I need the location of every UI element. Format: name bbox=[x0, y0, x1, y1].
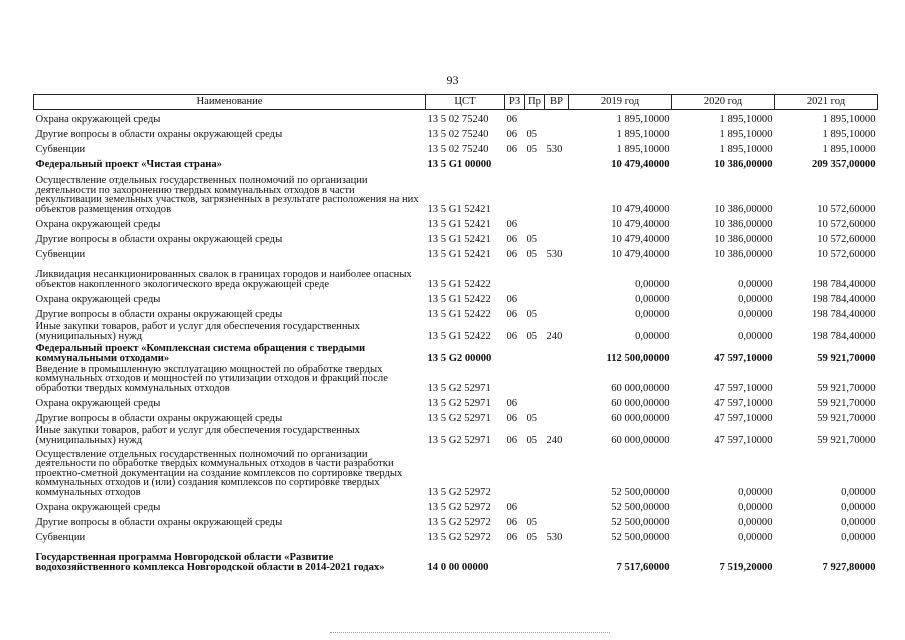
cell-2020: 47 597,10000 bbox=[714, 382, 773, 394]
cell-vr bbox=[545, 215, 569, 230]
cell-vr bbox=[545, 290, 569, 305]
cell-name: Охрана окружающей среды bbox=[35, 397, 161, 409]
cell-cst: 13 5 G2 52971 bbox=[427, 382, 491, 394]
cell-name: Введение в промышленную эксплуатацию мощностей по обработке твердых коммунальных отходов и мощностей по утилизации отходов и фракций после обработки твердых коммунальных отходов bbox=[35, 363, 388, 394]
cell-pr: 05 bbox=[526, 412, 538, 424]
cell-rz bbox=[505, 342, 525, 364]
cell-vr bbox=[545, 170, 569, 215]
cell-2019: 1 895,10000 bbox=[616, 128, 670, 140]
cell-pr: 05 bbox=[526, 143, 538, 155]
cell-pr bbox=[525, 215, 545, 230]
table-row bbox=[34, 290, 878, 305]
cell-cst: 13 5 G1 52421 bbox=[427, 203, 491, 215]
cell-vr: 240 bbox=[546, 330, 563, 342]
cell-name: Другие вопросы в области охраны окружающей среды bbox=[35, 233, 283, 245]
table-row bbox=[34, 424, 878, 446]
cell-vr: 530 bbox=[546, 143, 563, 155]
cell-2020: 0,00000 bbox=[738, 330, 773, 342]
cell-pr bbox=[525, 394, 545, 409]
cell-rz: 06 bbox=[506, 128, 518, 140]
table-row bbox=[34, 230, 878, 245]
cell-2019: 52 500,00000 bbox=[611, 501, 670, 513]
cell-rz: 06 bbox=[506, 330, 518, 342]
cell-pr: 05 bbox=[526, 434, 538, 446]
cell-2020: 10 386,00000 bbox=[714, 233, 773, 245]
header-2021: 2021 год bbox=[775, 95, 878, 110]
cell-rz bbox=[505, 364, 525, 394]
cell-cst: 14 0 00 00000 bbox=[427, 561, 489, 573]
cell-2020: 1 895,10000 bbox=[719, 113, 773, 125]
cell-cst: 13 5 G1 52422 bbox=[427, 293, 491, 305]
cell-2019: 7 517,60000 bbox=[616, 561, 670, 573]
cell-2020: 0,00000 bbox=[738, 308, 773, 320]
cell-rz: 06 bbox=[506, 293, 518, 305]
cell-vr bbox=[545, 364, 569, 394]
cell-name: Другие вопросы в области охраны окружающей среды bbox=[35, 308, 283, 320]
cell-rz bbox=[505, 170, 525, 215]
cell-name: Охрана окружающей среды bbox=[35, 501, 161, 513]
cell-cst: 13 5 G2 52971 bbox=[427, 434, 491, 446]
table-row bbox=[34, 528, 878, 543]
cell-2020: 10 386,00000 bbox=[714, 218, 773, 230]
cell-2019: 1 895,10000 bbox=[616, 143, 670, 155]
table-row bbox=[34, 543, 878, 573]
cell-2021: 0,00000 bbox=[841, 501, 876, 513]
table-row bbox=[34, 260, 878, 290]
cell-name: Иные закупки товаров, работ и услуг для обеспечения государственных (муниципальных) нужд bbox=[35, 321, 360, 342]
cell-2021: 59 921,70000 bbox=[817, 382, 876, 394]
cell-2020: 0,00000 bbox=[738, 531, 773, 543]
cell-2019: 0,00000 bbox=[635, 330, 670, 342]
cell-2020: 47 597,10000 bbox=[714, 434, 773, 446]
cell-2021: 10 572,60000 bbox=[817, 248, 876, 260]
header-2019: 2019 год bbox=[569, 95, 672, 110]
header-cst: ЦСТ bbox=[426, 95, 505, 110]
cell-vr: 530 bbox=[546, 248, 563, 260]
cell-cst: 13 5 02 75240 bbox=[427, 113, 489, 125]
cell-2020: 0,00000 bbox=[738, 293, 773, 305]
cell-2020: 0,00000 bbox=[738, 278, 773, 290]
cell-pr bbox=[525, 290, 545, 305]
cell-vr bbox=[545, 230, 569, 245]
cell-2021: 59 921,70000 bbox=[817, 412, 876, 424]
cell-2019: 10 479,40000 bbox=[611, 158, 670, 170]
cell-2021: 198 784,40000 bbox=[811, 308, 876, 320]
cell-vr bbox=[545, 125, 569, 140]
cell-name: Другие вопросы в области охраны окружающей среды bbox=[35, 128, 283, 140]
table-row bbox=[34, 155, 878, 170]
table-row bbox=[34, 125, 878, 140]
cell-rz: 06 bbox=[506, 143, 518, 155]
cell-2019: 52 500,00000 bbox=[611, 486, 670, 498]
budget-table bbox=[33, 94, 878, 573]
cell-2020: 10 386,00000 bbox=[714, 203, 773, 215]
cell-2021: 59 921,70000 bbox=[817, 352, 876, 364]
cell-rz: 06 bbox=[506, 248, 518, 260]
cell-2021: 10 572,60000 bbox=[817, 233, 876, 245]
cell-pr: 05 bbox=[526, 531, 538, 543]
cell-2021: 0,00000 bbox=[841, 531, 876, 543]
cell-vr: 530 bbox=[546, 531, 563, 543]
table-body bbox=[34, 110, 878, 573]
cell-cst: 13 5 G1 52421 bbox=[427, 248, 491, 260]
table-row bbox=[34, 305, 878, 320]
cell-rz bbox=[505, 260, 525, 290]
table-row bbox=[34, 320, 878, 342]
cell-rz bbox=[505, 155, 525, 170]
cell-2021: 1 895,10000 bbox=[822, 113, 876, 125]
cell-pr bbox=[525, 155, 545, 170]
cell-pr bbox=[525, 446, 545, 498]
cell-vr bbox=[545, 543, 569, 573]
cell-cst: 13 5 02 75240 bbox=[427, 128, 489, 140]
cell-2019: 10 479,40000 bbox=[611, 248, 670, 260]
cell-pr: 05 bbox=[526, 248, 538, 260]
cell-rz bbox=[505, 446, 525, 498]
cell-vr bbox=[545, 155, 569, 170]
cell-pr: 05 bbox=[526, 308, 538, 320]
table-header-row bbox=[34, 95, 878, 110]
cell-pr bbox=[525, 110, 545, 125]
cell-2021: 59 921,70000 bbox=[817, 397, 876, 409]
cell-2021: 0,00000 bbox=[841, 516, 876, 528]
table-row bbox=[34, 215, 878, 230]
cell-vr bbox=[545, 394, 569, 409]
cell-name: Охрана окружающей среды bbox=[35, 113, 161, 125]
cell-rz: 06 bbox=[506, 531, 518, 543]
cell-vr bbox=[545, 110, 569, 125]
cell-vr bbox=[545, 498, 569, 513]
cell-vr bbox=[545, 446, 569, 498]
cell-cst: 13 5 G2 52972 bbox=[427, 516, 491, 528]
cell-pr: 05 bbox=[526, 330, 538, 342]
cell-2021: 198 784,40000 bbox=[811, 293, 876, 305]
cell-2020: 47 597,10000 bbox=[714, 352, 773, 364]
cell-pr: 05 bbox=[526, 233, 538, 245]
cell-2021: 198 784,40000 bbox=[811, 330, 876, 342]
cell-cst: 13 5 G2 52971 bbox=[427, 412, 491, 424]
table-row bbox=[34, 140, 878, 155]
cell-2019: 52 500,00000 bbox=[611, 531, 670, 543]
cell-name: Субвенции bbox=[35, 143, 86, 155]
cell-name: Другие вопросы в области охраны окружающей среды bbox=[35, 516, 283, 528]
cell-name: Федеральный проект «Чистая страна» bbox=[35, 158, 222, 170]
cell-name: Осуществление отдельных государственных полномочий по организации деятельности по обработке твердых коммунальных отходов в части разработки проектно-сметной документации на создание комплексов по сортировке твердых коммунальных отходов и (или) создания комплексов по сортировке твердых коммунальных отходов bbox=[35, 448, 403, 498]
cell-rz: 06 bbox=[506, 516, 518, 528]
cell-pr bbox=[525, 342, 545, 364]
cell-2019: 112 500,00000 bbox=[606, 352, 670, 364]
header-name: Наименование bbox=[34, 95, 426, 110]
cell-2021: 1 895,10000 bbox=[822, 128, 876, 140]
header-pr: Пр bbox=[525, 95, 545, 110]
cell-2019: 0,00000 bbox=[635, 278, 670, 290]
cell-name: Осуществление отдельных государственных полномочий по организации деятельности по захоронению твердых коммунальных отходов в части рекультивации земельных участков, загрязненных в результате расположения на них объектов размещения отходов bbox=[35, 175, 419, 215]
cell-name: Ликвидация несанкционированных свалок в границах городов и наиболее опасных объектов накопленного экологического вреда окружающей среде bbox=[35, 269, 412, 290]
cell-pr bbox=[525, 170, 545, 215]
cell-2021: 209 357,00000 bbox=[811, 158, 876, 170]
cell-2021: 59 921,70000 bbox=[817, 434, 876, 446]
table-row bbox=[34, 513, 878, 528]
cell-cst: 13 5 G1 52422 bbox=[427, 278, 491, 290]
cell-cst: 13 5 G1 52421 bbox=[427, 233, 491, 245]
cell-vr bbox=[545, 260, 569, 290]
cell-cst: 13 5 G1 52421 bbox=[427, 218, 491, 230]
cell-2019: 52 500,00000 bbox=[611, 516, 670, 528]
cell-2019: 10 479,40000 bbox=[611, 203, 670, 215]
cell-2019: 0,00000 bbox=[635, 308, 670, 320]
cell-2019: 60 000,00000 bbox=[611, 397, 670, 409]
cell-cst: 13 5 G2 52972 bbox=[427, 486, 491, 498]
cell-vr bbox=[545, 513, 569, 528]
cell-2020: 47 597,10000 bbox=[714, 397, 773, 409]
table-row bbox=[34, 364, 878, 394]
cell-2019: 60 000,00000 bbox=[611, 382, 670, 394]
cell-2021: 198 784,40000 bbox=[811, 278, 876, 290]
cell-2021: 10 572,60000 bbox=[817, 203, 876, 215]
cell-rz bbox=[505, 543, 525, 573]
cell-2019: 60 000,00000 bbox=[611, 434, 670, 446]
cell-2021: 10 572,60000 bbox=[817, 218, 876, 230]
cell-pr bbox=[525, 498, 545, 513]
cell-name: Субвенции bbox=[35, 531, 86, 543]
cell-cst: 13 5 G2 52972 bbox=[427, 501, 491, 513]
cell-2019: 10 479,40000 bbox=[611, 218, 670, 230]
cell-2020: 0,00000 bbox=[738, 501, 773, 513]
cell-rz: 06 bbox=[506, 218, 518, 230]
cell-cst: 13 5 G2 52971 bbox=[427, 397, 491, 409]
cell-2020: 7 519,20000 bbox=[719, 561, 773, 573]
cell-2020: 10 386,00000 bbox=[714, 158, 773, 170]
cell-cst: 13 5 02 75240 bbox=[427, 143, 489, 155]
cell-2021: 0,00000 bbox=[841, 486, 876, 498]
cell-2019: 60 000,00000 bbox=[611, 412, 670, 424]
cell-2019: 10 479,40000 bbox=[611, 233, 670, 245]
page-bottom-fragment bbox=[330, 632, 610, 639]
cell-rz: 06 bbox=[506, 233, 518, 245]
cell-cst: 13 5 G2 52972 bbox=[427, 531, 491, 543]
cell-pr bbox=[525, 364, 545, 394]
cell-2020: 0,00000 bbox=[738, 516, 773, 528]
table-row bbox=[34, 342, 878, 364]
cell-2021: 1 895,10000 bbox=[822, 143, 876, 155]
cell-cst: 13 5 G1 00000 bbox=[427, 158, 492, 170]
cell-rz: 06 bbox=[506, 412, 518, 424]
cell-rz: 06 bbox=[506, 113, 518, 125]
cell-cst: 13 5 G1 52422 bbox=[427, 308, 491, 320]
table-row bbox=[34, 170, 878, 215]
cell-rz: 06 bbox=[506, 308, 518, 320]
cell-pr bbox=[525, 543, 545, 573]
cell-rz: 06 bbox=[506, 434, 518, 446]
cell-rz: 06 bbox=[506, 501, 518, 513]
cell-vr: 240 bbox=[546, 434, 563, 446]
cell-pr: 05 bbox=[526, 516, 538, 528]
cell-vr bbox=[545, 305, 569, 320]
cell-pr: 05 bbox=[526, 128, 538, 140]
cell-name: Государственная программа Новгородской области «Развитие водохозяйственного комплекса Новгородской области в 2014-2021 годах» bbox=[35, 552, 385, 573]
cell-name: Федеральный проект «Комплексная система обращения с твердыми коммунальными отходами» bbox=[35, 343, 366, 364]
table-row bbox=[34, 110, 878, 125]
header-2020: 2020 год bbox=[672, 95, 775, 110]
cell-2020: 47 597,10000 bbox=[714, 412, 773, 424]
cell-2020: 0,00000 bbox=[738, 486, 773, 498]
cell-pr bbox=[525, 260, 545, 290]
cell-name: Субвенции bbox=[35, 248, 86, 260]
cell-cst: 13 5 G1 52422 bbox=[427, 330, 491, 342]
page-number: 93 bbox=[446, 73, 459, 87]
cell-rz: 06 bbox=[506, 397, 518, 409]
cell-2019: 0,00000 bbox=[635, 293, 670, 305]
table-row bbox=[34, 245, 878, 260]
cell-vr bbox=[545, 409, 569, 424]
cell-vr bbox=[545, 342, 569, 364]
cell-cst: 13 5 G2 00000 bbox=[427, 352, 492, 364]
cell-name: Другие вопросы в области охраны окружающей среды bbox=[35, 412, 283, 424]
table-row bbox=[34, 446, 878, 498]
table-row bbox=[34, 498, 878, 513]
cell-2020: 1 895,10000 bbox=[719, 128, 773, 140]
cell-name: Охрана окружающей среды bbox=[35, 293, 161, 305]
table-row bbox=[34, 394, 878, 409]
table-row bbox=[34, 409, 878, 424]
header-vr: ВР bbox=[545, 95, 569, 110]
header-rz: РЗ bbox=[505, 95, 525, 110]
cell-name: Иные закупки товаров, работ и услуг для обеспечения государственных (муниципальных) нужд bbox=[35, 425, 360, 446]
cell-name: Охрана окружающей среды bbox=[35, 218, 161, 230]
cell-2021: 7 927,80000 bbox=[822, 561, 876, 573]
cell-2019: 1 895,10000 bbox=[616, 113, 670, 125]
cell-2020: 10 386,00000 bbox=[714, 248, 773, 260]
cell-2020: 1 895,10000 bbox=[719, 143, 773, 155]
